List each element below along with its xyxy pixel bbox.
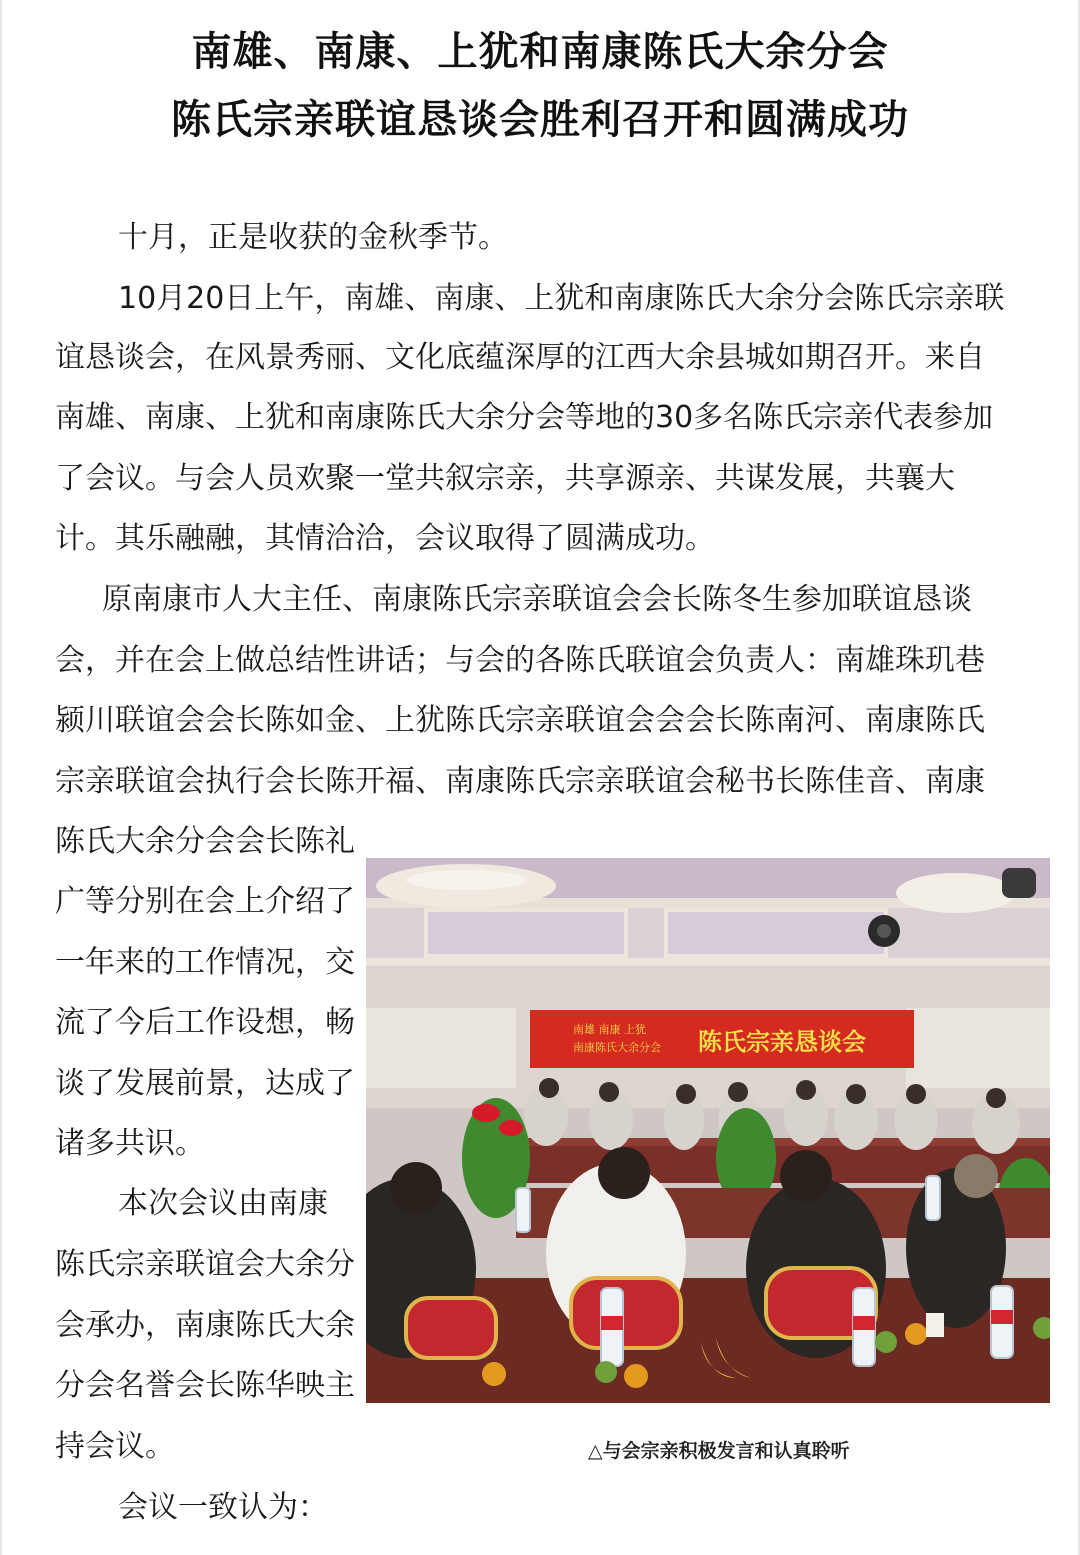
body-line: 陈氏大余分会会长陈礼 bbox=[55, 824, 355, 859]
body-line: 一年来的工作情况，交 bbox=[55, 945, 355, 980]
body-line: 原南康市人大主任、南康陈氏宗亲联谊会会长陈冬生参加联谊恳谈 bbox=[102, 582, 972, 617]
meeting-photo bbox=[366, 858, 1050, 1403]
meeting-banner bbox=[530, 1010, 914, 1068]
body-line: 分会名誉会长陈华映主 bbox=[55, 1368, 355, 1403]
body-line: 颍川联谊会会长陈如金、上犹陈氏宗亲联谊会会会长陈南河、南康陈氏 bbox=[55, 703, 985, 738]
body-line: 南雄、南康、上犹和南康陈氏大余分会等地的30多名陈氏宗亲代表参加 bbox=[55, 400, 994, 435]
body-line: 流了今后工作设想，畅 bbox=[55, 1005, 355, 1040]
body-line: 会议一致认为： bbox=[118, 1490, 328, 1525]
body-line: 计。其乐融融，其情洽洽，会议取得了圆满成功。 bbox=[55, 521, 715, 556]
body-line: 陈氏宗亲联谊会大余分 bbox=[55, 1247, 355, 1282]
photo-caption: △与会宗亲积极发言和认真聆听 bbox=[588, 1440, 850, 1462]
body-line: 会，并在会上做总结性讲话；与会的各陈氏联谊会负责人：南雄珠玑巷 bbox=[55, 643, 985, 678]
body-line: 宗亲联谊会执行会长陈开福、南康陈氏宗亲联谊会秘书长陈佳音、南康 bbox=[55, 764, 985, 799]
banner-line-2: 南康陈氏大余分会 bbox=[573, 1041, 661, 1054]
body-line: 10月20日上午，南雄、南康、上犹和南康陈氏大余分会陈氏宗亲联 bbox=[118, 281, 1005, 316]
body-line: 谊恳谈会，在风景秀丽、文化底蕴深厚的江西大余县城如期召开。来自 bbox=[55, 340, 985, 375]
body-line: 广等分别在会上介绍了 bbox=[55, 884, 355, 919]
banner-title: 陈氏宗亲恳谈会 bbox=[698, 1028, 866, 1056]
body-line: 诸多共识。 bbox=[55, 1126, 205, 1161]
body-line: 本次会议由南康 bbox=[118, 1186, 328, 1221]
body-line: 持会议。 bbox=[55, 1429, 175, 1464]
body-line: 谈了发展前景，达成了 bbox=[55, 1066, 355, 1101]
article-title-line-2: 陈氏宗亲联谊恳谈会胜利召开和圆满成功 bbox=[171, 97, 909, 143]
body-line: 了会议。与会人员欢聚一堂共叙宗亲，共享源亲、共谋发展，共襄大 bbox=[55, 461, 955, 496]
page-left-edge bbox=[0, 0, 2, 1555]
banner-line-1: 南雄 南康 上犹 bbox=[573, 1023, 646, 1036]
article-title-line-1: 南雄、南康、上犹和南康陈氏大余分会 bbox=[191, 29, 889, 75]
body-line: 十月，正是收获的金秋季节。 bbox=[118, 220, 508, 255]
body-line: 会承办，南康陈氏大余 bbox=[55, 1308, 355, 1343]
